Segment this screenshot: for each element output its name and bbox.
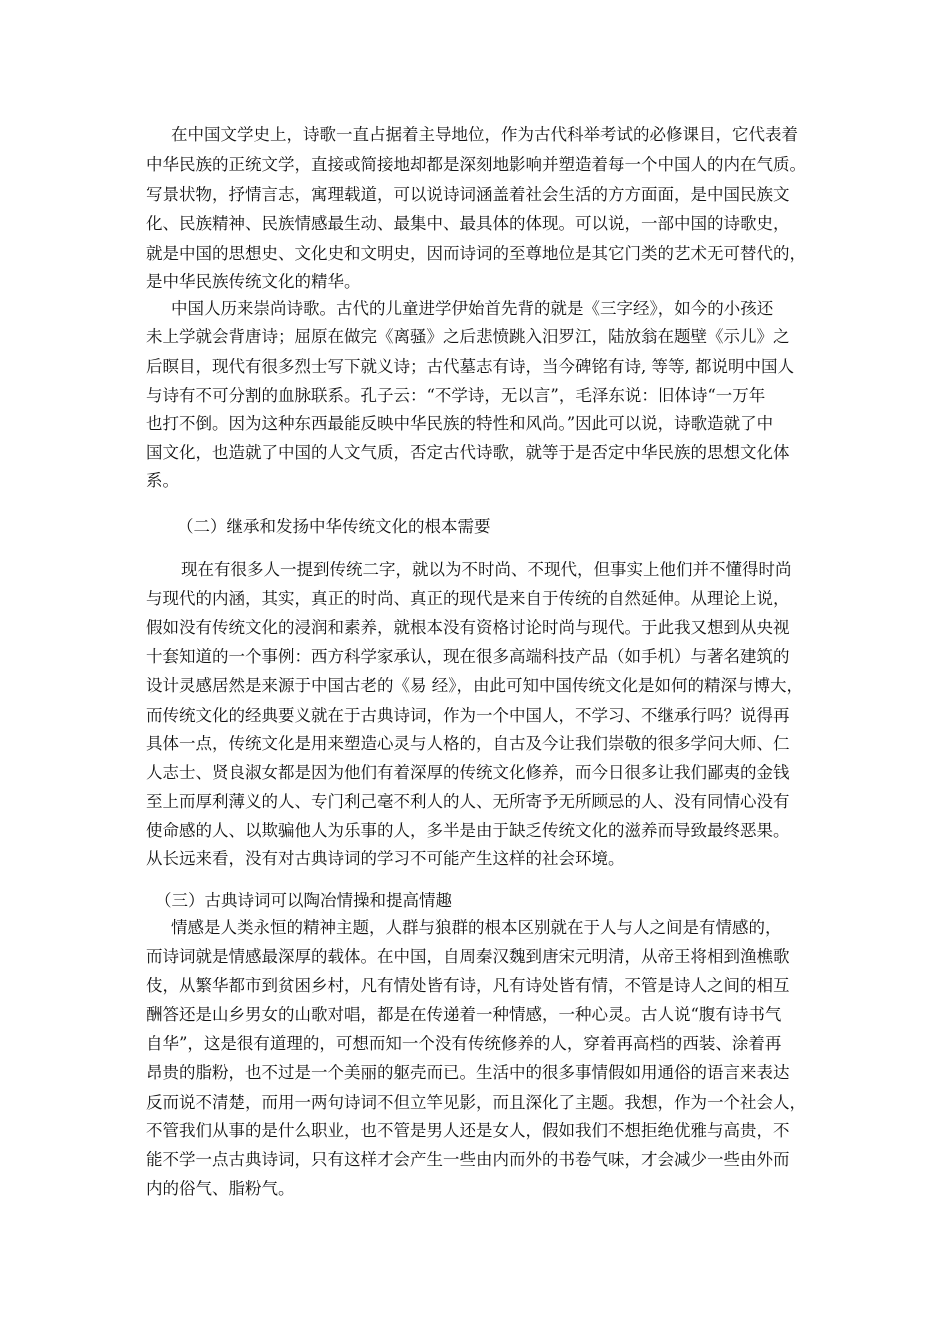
paragraph-3-line-3: 假如没有传统文化的浸润和素养，就根本没有资格讨论时尚与现代。于此我又想到从央视 [146,618,790,637]
paragraph-1-line-2: 中华民族的正统文学，直接或简接地却都是深刻地影响并塑造着每一个中国人的内在气质。 [146,155,806,174]
paragraph-1-line-5: 就是中国的思想史、文化史和文明史，因而诗词的至尊地位是其它门类的艺术无可替代的， [146,244,806,263]
paragraph-2-line-3: 后瞑目，现代有很多烈士写下就义诗；古代墓志有诗，当今碑铭有诗, 等等, 都说明中国人 [146,357,794,376]
paragraph-2-line-1: 中国人历来崇尚诗歌。古代的儿童进学伊始首先背的就是《三字经》，如今的小孩还 [171,299,774,318]
paragraph-2-line-2: 未上学就会背唐诗；屈原在做完《离骚》之后悲愤跳入汨罗江，陆放翁在题壁《示儿》之 [146,327,790,346]
paragraph-4-line-1: 情感是人类永恒的精神主题，人群与狼群的根本区别就在于人与人之间是有情感的， [171,918,782,937]
section-heading-2: （二）继承和发扬中华传统文化的根本需要 [177,517,491,536]
paragraph-4-line-5: 自华”，这是很有道理的，可想而知一个没有传统修养的人，穿着再高档的西装、涂着再 [146,1034,782,1053]
paragraph-4-line-9: 能不学一点古典诗词，只有这样才会产生一些由内而外的书卷气味，才会减少一些由外而 [146,1150,790,1169]
section-heading-3: （三）古典诗词可以陶冶情操和提高情趣 [155,891,452,910]
paragraph-3-line-5: 设计灵感居然是来源于中国古老的《易 经》，由此可知中国传统文化是如何的精深与博大， [146,676,803,695]
paragraph-3-line-10: 使命感的人、以欺骗他人为乐事的人，多半是由于缺乏传统文化的滋养而导致最终恶果。 [146,821,790,840]
paragraph-4-line-3: 伎，从繁华都市到贫困乡村，凡有情处皆有诗，凡有诗处皆有情，不管是诗人之间的相互 [146,976,790,995]
paragraph-2-line-5: 也打不倒。因为这种东西最能反映中华民族的特性和风尚。”因此可以说，诗歌造就了中 [146,414,774,433]
paragraph-3-line-7: 具体一点，传统文化是用来塑造心灵与人格的，自古及今让我们崇敬的很多学问大师、仁 [146,734,790,753]
paragraph-4-line-4: 酬答还是山乡男女的山歌对唱，都是在传递着一种情感，一种心灵。古人说“腹有诗书气 [146,1005,782,1024]
paragraph-3-line-2: 与现代的内涵，其实，真正的时尚、真正的现代是来自于传统的自然延伸。从理论上说， [146,589,790,608]
paragraph-3-line-11: 从长远来看，没有对古典诗词的学习不可能产生这样的社会环境。 [146,849,625,868]
paragraph-4-line-2: 而诗词就是情感最深厚的载体。在中国，自周秦汉魏到唐宋元明清，从帝王将相到渔樵歌 [146,947,790,966]
paragraph-1-line-1: 在中国文学史上，诗歌一直占据着主导地位，作为古代科举考试的必修课目，它代表着 [171,125,798,144]
paragraph-3-line-6: 而传统文化的经典要义就在于古典诗词，作为一个中国人，不学习、不继承行吗？说得再 [146,706,790,725]
paragraph-3-line-1: 现在有很多人一提到传统二字，就以为不时尚、不现代，但事实上他们并不懂得时尚 [181,560,792,579]
paragraph-2-line-6: 国文化，也造就了中国的人文气质，否定古代诗歌，就等于是否定中华民族的思想文化体 [146,443,790,462]
paragraph-4-line-10: 内的俗气、脂粉气。 [146,1179,295,1198]
paragraph-3-line-4: 十套知道的一个事例：西方科学家承认，现在很多高端科技产品（如手机）与著名建筑的 [146,647,790,666]
paragraph-2-line-7: 系。 [146,471,179,490]
paragraph-2-line-4: 与诗有不可分割的血脉联系。孔子云：“不学诗，无以言”，毛泽东说：旧体诗“一万年 [146,386,766,405]
paragraph-3-line-8: 人志士、贤良淑女都是因为他们有着深厚的传统文化修养，而今日很多让我们鄙夷的金钱 [146,763,790,782]
paragraph-3-line-9: 至上而厚利薄义的人、专门利己毫不利人的人、无所寄予无所顾忌的人、没有同情心没有 [146,792,790,811]
paragraph-1-line-3: 写景状物，抒情言志，寓理载道，可以说诗词涵盖着社会生活的方方面面，是中国民族文 [146,185,790,204]
paragraph-1-line-4: 化、民族精神、民族情感最生动、最集中、最具体的体现。可以说，一部中国的诗歌史， [146,214,790,233]
paragraph-1-line-6: 是中华民族传统文化的精华。 [146,272,361,291]
paragraph-4-line-7: 反而说不清楚，而用一两句诗词不但立竿见影，而且深化了主题。我想，作为一个社会人， [146,1093,806,1112]
paragraph-4-line-8: 不管我们从事的是什么职业，也不管是男人还是女人，假如我们不想拒绝优雅与高贵，不 [146,1121,790,1140]
paragraph-4-line-6: 昂贵的脂粉，也不过是一个美丽的躯壳而已。生活中的很多事情假如用通俗的语言来表达 [146,1063,790,1082]
